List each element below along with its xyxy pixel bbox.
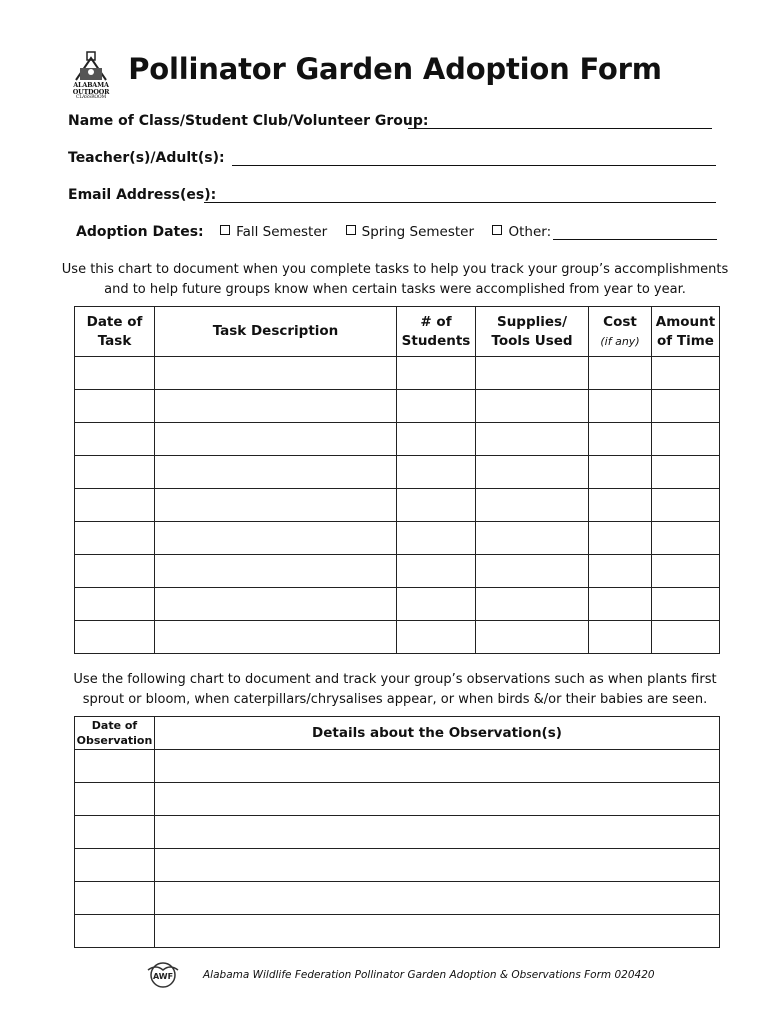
- table-cell[interactable]: [155, 816, 720, 849]
- table-cell[interactable]: [589, 390, 652, 423]
- table-cell[interactable]: [75, 555, 155, 588]
- table-cell[interactable]: [397, 555, 476, 588]
- table-cell[interactable]: [155, 390, 397, 423]
- table-cell[interactable]: [155, 849, 720, 882]
- table-row: [75, 423, 720, 456]
- table-cell[interactable]: [397, 588, 476, 621]
- table-cell[interactable]: [155, 621, 397, 654]
- table-row: [75, 849, 720, 882]
- table-cell[interactable]: [75, 849, 155, 882]
- table-cell[interactable]: [652, 423, 720, 456]
- table-row: [75, 915, 720, 948]
- teacher-line[interactable]: [232, 165, 716, 166]
- table-cell[interactable]: [75, 357, 155, 390]
- awf-logo: [146, 960, 180, 990]
- table-cell[interactable]: [476, 456, 589, 489]
- table-cell[interactable]: [75, 882, 155, 915]
- table-row: [75, 588, 720, 621]
- table-cell[interactable]: [476, 423, 589, 456]
- table-cell[interactable]: [155, 555, 397, 588]
- tasks-header-row: [75, 307, 720, 357]
- cost-header: Cost (if any): [589, 307, 652, 357]
- checkbox-icon[interactable]: [492, 225, 502, 235]
- table-cell[interactable]: [75, 456, 155, 489]
- table-cell[interactable]: [397, 423, 476, 456]
- table-cell[interactable]: [652, 621, 720, 654]
- other-option[interactable]: Other:: [492, 224, 551, 240]
- table-row: [75, 522, 720, 555]
- table-row: [75, 390, 720, 423]
- table-cell[interactable]: [155, 357, 397, 390]
- page-title: Pollinator Garden Adoption Form: [128, 52, 662, 86]
- table-cell[interactable]: [589, 555, 652, 588]
- table-cell[interactable]: [75, 783, 155, 816]
- checkbox-icon[interactable]: [346, 225, 356, 235]
- table-cell[interactable]: [75, 390, 155, 423]
- checkbox-icon[interactable]: [220, 225, 230, 235]
- table-cell[interactable]: [652, 555, 720, 588]
- table-cell[interactable]: [155, 882, 720, 915]
- observation-details-header: Details about the Observation(s): [155, 717, 720, 750]
- table-cell[interactable]: [476, 555, 589, 588]
- table-cell[interactable]: [397, 621, 476, 654]
- table-cell[interactable]: [75, 522, 155, 555]
- awf-logo-text: AWF: [152, 972, 174, 981]
- observations-table: [74, 716, 720, 948]
- table-cell[interactable]: [155, 915, 720, 948]
- observations-instructions: Use the following chart to document and track your group’s observations such as when plants first sprout or bloom, when caterpillars/chrysalises appear, or when birds &/or their babies are seen.: [73, 672, 717, 707]
- table-cell[interactable]: [155, 588, 397, 621]
- table-cell[interactable]: [397, 357, 476, 390]
- table-cell[interactable]: [652, 588, 720, 621]
- table-row: [75, 882, 720, 915]
- table-cell[interactable]: [397, 522, 476, 555]
- table-cell[interactable]: [652, 489, 720, 522]
- task-description-header: Task Description: [155, 307, 397, 357]
- table-cell[interactable]: [652, 390, 720, 423]
- group-name-label: Name of Class/Student Club/Volunteer Group:: [68, 113, 429, 129]
- table-cell[interactable]: [652, 522, 720, 555]
- table-cell[interactable]: [155, 423, 397, 456]
- teacher-field: [68, 150, 225, 166]
- table-row: [75, 750, 720, 783]
- table-cell[interactable]: [155, 750, 720, 783]
- email-field: [68, 187, 216, 203]
- table-row: [75, 489, 720, 522]
- table-cell[interactable]: [75, 588, 155, 621]
- table-cell[interactable]: [476, 588, 589, 621]
- table-row: [75, 621, 720, 654]
- adoption-dates-label: Adoption Dates:: [76, 224, 204, 240]
- table-row: [75, 783, 720, 816]
- table-cell[interactable]: [397, 390, 476, 423]
- tasks-instructions: Use this chart to document when you complete tasks to help you track your group’s accomplishments and to help future groups know when certain tasks were accomplished from year to year.: [61, 262, 729, 297]
- other-line[interactable]: [553, 239, 717, 240]
- table-cell[interactable]: [589, 522, 652, 555]
- table-cell[interactable]: [589, 456, 652, 489]
- table-cell[interactable]: [476, 357, 589, 390]
- table-row: [75, 555, 720, 588]
- table-cell[interactable]: [476, 522, 589, 555]
- table-cell[interactable]: [75, 816, 155, 849]
- spring-semester-option[interactable]: Spring Semester: [346, 224, 474, 240]
- table-cell[interactable]: [652, 357, 720, 390]
- table-cell[interactable]: [476, 489, 589, 522]
- group-name-field: [68, 113, 428, 129]
- table-cell[interactable]: [589, 489, 652, 522]
- table-cell[interactable]: [589, 621, 652, 654]
- table-cell[interactable]: [75, 915, 155, 948]
- table-cell[interactable]: [476, 390, 589, 423]
- num-students-header: # of Students: [397, 307, 476, 357]
- teacher-label: Teacher(s)/Adult(s):: [68, 150, 225, 166]
- table-cell[interactable]: [75, 489, 155, 522]
- table-cell[interactable]: [652, 456, 720, 489]
- table-cell[interactable]: [589, 423, 652, 456]
- table-cell[interactable]: [75, 423, 155, 456]
- table-cell[interactable]: [397, 489, 476, 522]
- table-cell[interactable]: [155, 489, 397, 522]
- email-line[interactable]: [204, 202, 716, 203]
- table-cell[interactable]: [476, 621, 589, 654]
- adoption-dates-row: [76, 224, 551, 240]
- tasks-table: [74, 306, 720, 654]
- email-label: Email Address(es):: [68, 187, 217, 203]
- table-row: [75, 456, 720, 489]
- date-of-task-header: Date of Task: [75, 307, 155, 357]
- footer-text: Alabama Wildlife Federation Pollinator Garden Adoption & Observations Form 020420: [203, 969, 655, 981]
- table-cell[interactable]: [155, 783, 720, 816]
- table-cell[interactable]: [75, 621, 155, 654]
- table-cell[interactable]: [589, 588, 652, 621]
- table-cell[interactable]: [589, 357, 652, 390]
- date-of-observation-header: Date of Observation: [75, 717, 155, 750]
- table-cell[interactable]: [397, 456, 476, 489]
- supplies-header: Supplies/ Tools Used: [476, 307, 589, 357]
- fall-semester-option[interactable]: Fall Semester: [220, 224, 327, 240]
- table-row: [75, 816, 720, 849]
- observations-header-row: [75, 717, 720, 750]
- table-row: [75, 357, 720, 390]
- logo-text: ALABAMA OUTDOOR CLASSROOM: [72, 81, 110, 101]
- table-cell[interactable]: [155, 456, 397, 489]
- table-cell[interactable]: [75, 750, 155, 783]
- group-name-line[interactable]: [408, 128, 712, 129]
- amount-of-time-header: Amount of Time: [652, 307, 720, 357]
- table-cell[interactable]: [155, 522, 397, 555]
